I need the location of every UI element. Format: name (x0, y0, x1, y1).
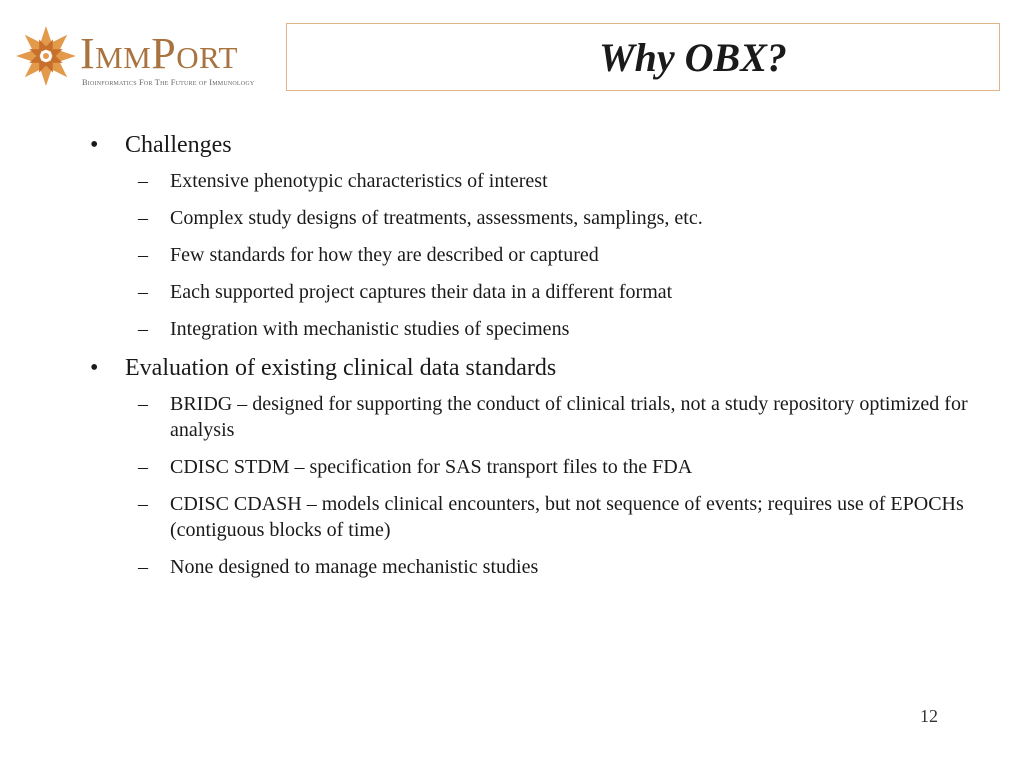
sub-item (90, 554, 970, 580)
logo-tagline: Bioinformatics For The Future of Immunology (82, 78, 255, 87)
sub-text: None designed to manage mechanistic studies (170, 556, 539, 578)
bullet-challenges (90, 130, 970, 160)
bullet-mark: • (90, 132, 99, 158)
sub-text: CDISC CDASH – models clinical encounters, but not sequence of events; requires use of EPOCHs (contiguous blocks of time) (170, 493, 964, 541)
sub-text: Extensive phenotypic characteristics of interest (170, 170, 548, 192)
sub-text: BRIDG – designed for supporting the conduct of clinical trials, not a study repository optimized for analysis (170, 393, 968, 441)
sub-list-challenges (90, 168, 970, 342)
sub-text: Few standards for how they are described or captured (170, 244, 599, 266)
sub-item (90, 168, 970, 194)
slide-title-box (286, 23, 1000, 91)
bullet-evaluation (90, 353, 970, 383)
bullet-mark: • (90, 355, 99, 381)
sub-list-evaluation (90, 391, 970, 580)
slide-title: Why OBX? (599, 35, 787, 80)
sub-item (90, 205, 970, 231)
sub-item (90, 242, 970, 268)
bullet-text: Challenges (125, 132, 232, 158)
sub-mark: – (138, 456, 148, 478)
sub-item (90, 316, 970, 342)
sub-text: Complex study designs of treatments, assessments, samplings, etc. (170, 207, 703, 229)
sub-mark: – (138, 318, 148, 340)
bullet-text: Evaluation of existing clinical data standards (125, 355, 557, 381)
immport-star-icon (14, 22, 78, 94)
logo-wordmark: ImmPort (80, 29, 238, 78)
immport-logo (14, 22, 276, 94)
sub-item (90, 454, 970, 480)
sub-item (90, 279, 970, 305)
sub-mark: – (138, 393, 148, 415)
sub-text: CDISC STDM – specification for SAS transport files to the FDA (170, 456, 693, 478)
sub-mark: – (138, 493, 148, 515)
sub-mark: – (138, 244, 148, 266)
sub-mark: – (138, 281, 148, 303)
page-number: 12 (920, 706, 938, 726)
slide-content (90, 130, 970, 591)
sub-item (90, 391, 970, 443)
sub-mark: – (138, 556, 148, 578)
sub-mark: – (138, 207, 148, 229)
sub-text: Each supported project captures their data in a different format (170, 281, 673, 303)
sub-item (90, 491, 970, 543)
sub-text: Integration with mechanistic studies of specimens (170, 318, 570, 340)
sub-mark: – (138, 170, 148, 192)
